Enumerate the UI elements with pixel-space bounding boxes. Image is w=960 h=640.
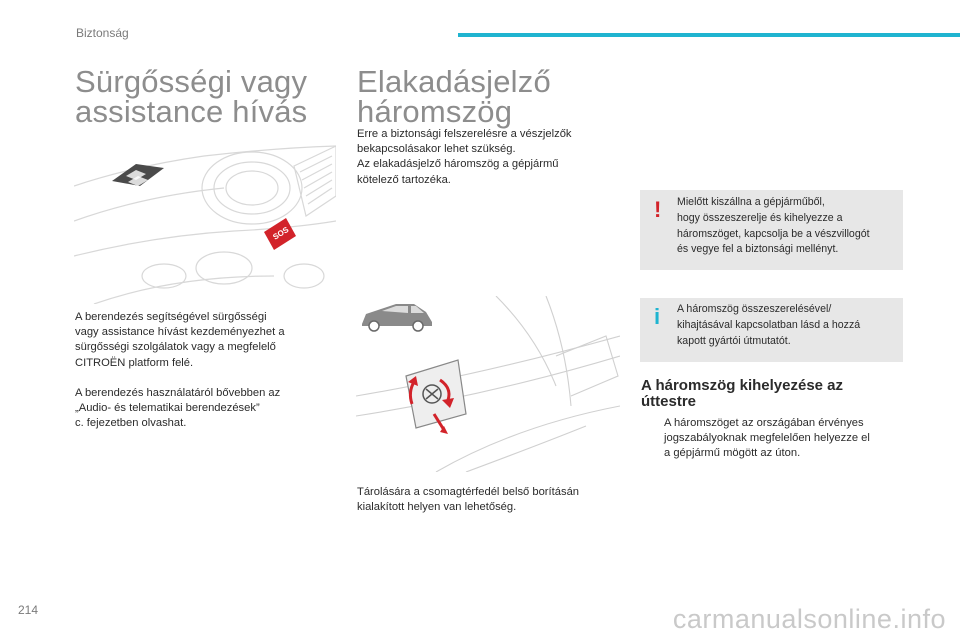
text-line: kialakított helyen van lehetőség. bbox=[357, 501, 517, 514]
watermark: carmanualsonline.info bbox=[672, 604, 946, 634]
storage-caption bbox=[357, 485, 579, 515]
text-line: sürgősségi szolgálatok vagy a megfelelő bbox=[75, 341, 276, 354]
text-line: a gépjármű mögött az úton. bbox=[664, 447, 801, 460]
heading-line: A háromszög kihelyezése az bbox=[641, 377, 844, 394]
header-accent-bar bbox=[458, 33, 960, 37]
text-line: Tárolására a csomagtérfedél belső borításán bbox=[357, 486, 580, 498]
placement-bullet-text bbox=[664, 416, 870, 462]
warning-triangle-title bbox=[357, 64, 551, 129]
page-number: 214 bbox=[18, 603, 39, 617]
warning-box bbox=[640, 190, 903, 270]
title-line: háromszög bbox=[357, 94, 513, 129]
text-line: bekapcsolásakor lehet szükség. bbox=[357, 143, 516, 156]
title-line: Elakadásjelző bbox=[357, 64, 551, 99]
title-line: assistance hívás bbox=[75, 94, 308, 129]
trunk-storage-illustration bbox=[356, 296, 620, 472]
text-line: és vegye fel a biztonsági mellényt. bbox=[677, 243, 839, 256]
placement-subheading bbox=[641, 378, 843, 410]
text-line: vagy assistance hívást kezdeményezhet a bbox=[75, 326, 285, 339]
text-line: A berendezés használatáról bővebben az bbox=[75, 387, 281, 399]
text-line: háromszöget, kapcsolja be a vészvillogót bbox=[677, 227, 870, 240]
text-line: A berendezés segítségével sürgősségi bbox=[75, 311, 267, 323]
reference-paragraph bbox=[75, 386, 280, 432]
text-line: A háromszöget az országában érvényes bbox=[664, 417, 864, 429]
text-line: Az elakadásjelző háromszög a gépjármű bbox=[357, 158, 559, 171]
text-line: jogszabályoknak megfelelően helyezze el bbox=[664, 432, 870, 445]
section-header: Biztonság bbox=[76, 26, 129, 40]
sos-button-illustration bbox=[74, 126, 336, 304]
triangle-intro-paragraph bbox=[357, 127, 572, 188]
sos-button bbox=[264, 218, 296, 250]
heading-line: úttestre bbox=[641, 393, 697, 410]
emergency-call-title bbox=[75, 64, 308, 129]
sos-label: SOS bbox=[271, 225, 291, 242]
text-line: c. fejezetben olvashat. bbox=[75, 417, 187, 430]
text-line: Erre a biztonsági felszerelésre a vészjelzők bbox=[357, 128, 572, 140]
car-silhouette-icon bbox=[362, 304, 432, 331]
info-icon: i bbox=[654, 304, 661, 329]
text-line: kapott gyártói útmutatót. bbox=[677, 334, 791, 347]
text-line: „Audio- és telematikai berendezések” bbox=[75, 402, 260, 415]
text-line: Mielőtt kiszállna a gépjárműből, bbox=[677, 196, 825, 208]
warning-text bbox=[677, 195, 870, 258]
info-box bbox=[640, 298, 903, 362]
text-line: A háromszög összeszerelésével/ bbox=[677, 303, 832, 315]
title-line: Sürgősségi vagy bbox=[75, 64, 308, 99]
text-line: kötelező tartozéka. bbox=[357, 173, 451, 186]
text-line: CITROËN platform felé. bbox=[75, 356, 194, 369]
intro-paragraph bbox=[75, 310, 285, 371]
exclamation-icon: ! bbox=[654, 197, 662, 222]
text-line: kihajtásával kapcsolatban lásd a hozzá bbox=[677, 318, 861, 331]
info-text bbox=[677, 302, 860, 349]
text-line: hogy összeszerelje és kihelyezze a bbox=[677, 211, 843, 224]
chevron-emblem bbox=[112, 164, 164, 186]
